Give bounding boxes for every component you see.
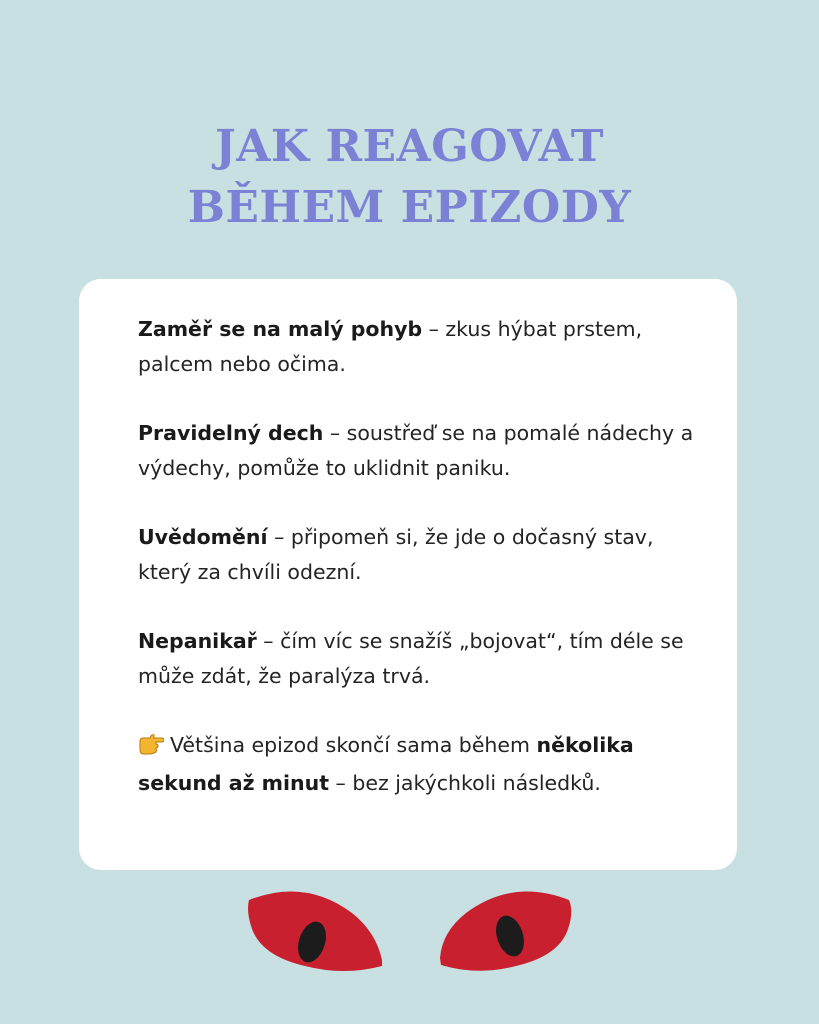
tip-heading: Nepanikař — [138, 629, 257, 653]
summary-note — [138, 728, 698, 801]
tip-item — [138, 312, 698, 382]
tip-text: – připomeň si, že jde o dočasný stav, který za chvíli odezní. — [138, 525, 654, 584]
right-eye-icon — [440, 892, 571, 971]
left-eye-icon — [248, 892, 382, 971]
tip-item — [138, 624, 698, 694]
tip-text: – čím víc se snažíš „bojovat“, tím déle se může zdát, že paralýza trvá. — [138, 629, 684, 688]
tips-list — [138, 312, 698, 835]
page-title — [0, 116, 819, 238]
tips-card — [79, 279, 737, 870]
tip-heading: Pravidelný dech — [138, 421, 324, 445]
tip-text: – zkus hýbat prstem, palcem nebo očima. — [138, 317, 643, 376]
note-text-start: Většina epizod skončí sama během — [170, 733, 537, 757]
tip-heading: Zaměř se na malý pohyb — [138, 317, 423, 341]
note-text-end: – bez jakýchkoli následků. — [329, 771, 601, 795]
pointing-hand-icon — [138, 731, 164, 766]
tip-heading: Uvědomění — [138, 525, 268, 549]
note-emphasis: několika sekund až minut — [138, 733, 634, 795]
tip-text: – soustřeď se na pomalé nádechy a výdechy, pomůže to uklidnit paniku. — [138, 421, 694, 480]
tip-item — [138, 520, 698, 590]
angry-eyes-icon — [0, 880, 819, 1024]
title-line-1: JAK REAGOVAT — [214, 121, 605, 172]
title-line-2: BĚHEM EPIZODY — [187, 182, 632, 233]
tip-item — [138, 416, 698, 486]
